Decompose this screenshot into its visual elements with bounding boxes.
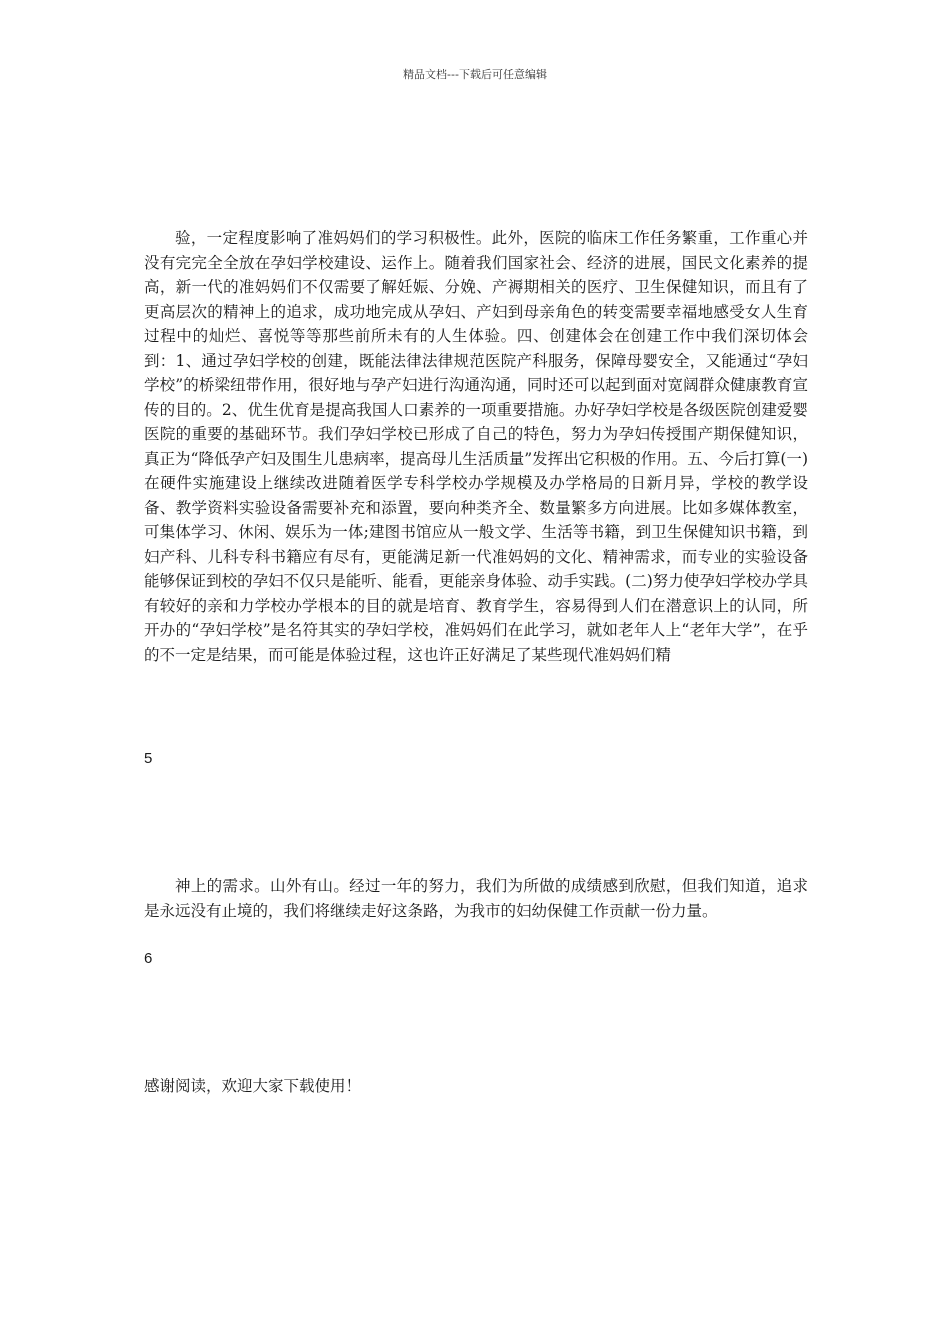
page-header: 精品文档---下载后可任意编辑	[403, 68, 547, 81]
body-paragraph-2: 神上的需求。山外有山。经过一年的努力，我们为所做的成绩感到欣慰，但我们知道，追求是永远没有止境的，我们将继续走好这条路，为我市的妇幼保健工作贡献一份力量。	[144, 877, 808, 920]
page-number-5: 5	[144, 750, 153, 767]
body-paragraph-1: 验，一定程度影响了准妈妈们的学习积极性。此外，医院的临床工作任务繁重，工作重心并没有完完全全放在孕妇学校建设、运作上。随着我们国家社会、经济的进展，国民文化素养的提高，新一代的准妈妈们不仅需要了解妊娠、分娩、产褥期相关的医疗、卫生保健知识，而且有了更高层次的精神上的追求，成功地完成从孕妇、产妇到母亲角色的转变需要幸福地感受女人生育过程中的灿烂、喜悦等等那些前所未有的人生体验。四、创建体会在创建工作中我们深切体会到：1、通过孕妇学校的创建，既能法律法律规范医院产科服务，保障母婴安全，又能通过“孕妇学校”的桥梁纽带作用，很好地与孕产妇进行沟通沟通，同时还可以起到面对宽阔群众健康教育宣传的目的。2、优生优育是提高我国人口素养的一项重要措施。办好孕妇学校是各级医院创建爱婴医院的重要的基础环节。我们孕妇学校已形成了自己的特色，努力为孕妇传授围产期保健知识，真正为“降低孕产妇及围生儿患病率，提高母儿生活质量”发挥出它积极的作用。五、今后打算(一)在硬件实施建设上继续改进随着医学专科学校办学规模及办学格局的日新月异，学校的教学设备、教学资料实验设备需要补充和添置，要向种类齐全、数量繁多方向进展。比如多媒体教室，可集体学习、休闲、娱乐为一体;建图书馆应从一般文学、生活等书籍，到卫生保健知识书籍，到妇产科、儿科专科书籍应有尽有，更能满足新一代准妈妈的文化、精神需求，而专业的实验设备能够保证到校的孕妇不仅只是能听、能看，更能亲身体验、动手实践。(二)努力使孕妇学校办学具有较好的亲和力学校办学根本的目的就是培育、教育学生，容易得到人们在潜意识上的认同，所开办的“孕妇学校”是名符其实的孕妇学校，准妈妈们在此学习，就如老年人上“老年大学”，在乎的不一定是结果，而可能是体验过程，这也许正好满足了某些现代准妈妈们精	[144, 229, 808, 664]
closing-note: 感谢阅读，欢迎大家下载使用！	[144, 1077, 362, 1095]
page-number-6: 6	[144, 950, 153, 967]
